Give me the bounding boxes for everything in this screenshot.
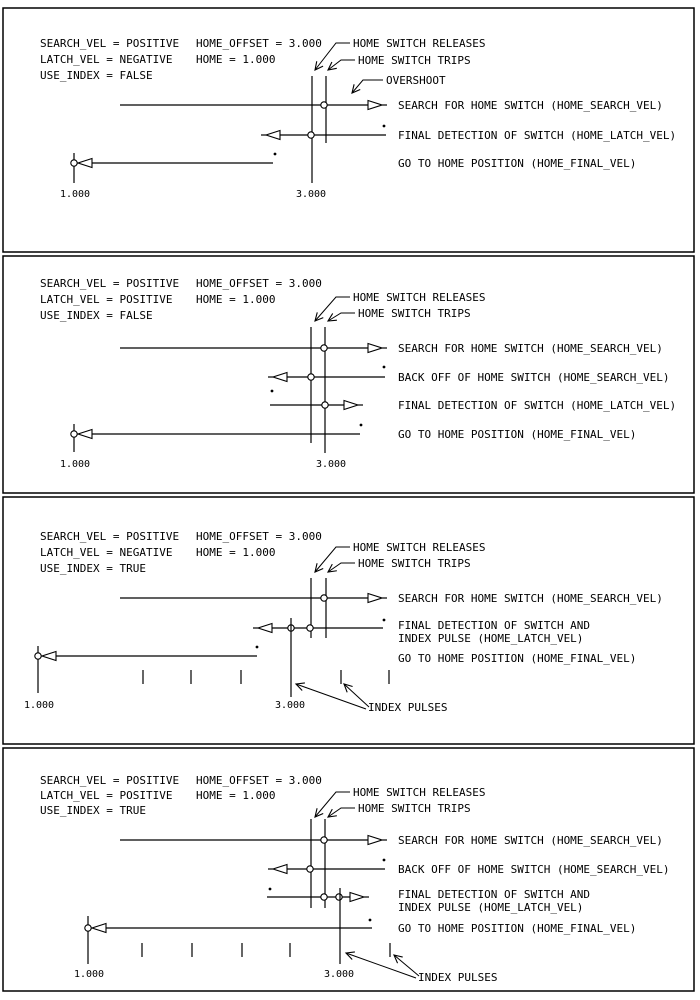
latch-arrow xyxy=(344,401,358,410)
search-arrow xyxy=(368,101,382,110)
final-arrow xyxy=(42,652,56,661)
callout-releases-label: HOME SWITCH RELEASES xyxy=(353,786,486,799)
search-arrow xyxy=(368,594,382,603)
param-home-offset: HOME_OFFSET = 3.000 xyxy=(196,530,322,543)
param-latch-vel: LATCH_VEL = POSITIVE xyxy=(40,293,173,306)
leader-releases xyxy=(315,547,350,572)
index-pulses-label: INDEX PULSES xyxy=(418,971,498,984)
param-latch-vel: LATCH_VEL = POSITIVE xyxy=(40,789,173,802)
motion-start-dot xyxy=(256,646,259,649)
home-pos-label: 1.000 xyxy=(23,700,55,711)
step-label: FINAL DETECTION OF SWITCH (HOME_LATCH_VEL) xyxy=(398,399,677,412)
motion-start-dot xyxy=(383,619,386,622)
param-home-offset: HOME_OFFSET = 3.000 xyxy=(196,774,322,787)
home-pos-label: 1.000 xyxy=(59,459,91,470)
leader-releases xyxy=(315,297,350,321)
panel-3 xyxy=(3,497,694,744)
param-use-index: USE_INDEX = FALSE xyxy=(40,309,153,322)
step-label: INDEX PULSE (HOME_LATCH_VEL) xyxy=(398,632,584,645)
latch-arrow xyxy=(266,131,280,140)
motion-start-dot xyxy=(383,859,386,862)
home-pos-label: 1.000 xyxy=(73,969,105,980)
home-position-circle xyxy=(71,431,77,437)
leader-trips xyxy=(328,60,355,70)
index-event-circle xyxy=(336,894,342,900)
leader-trips xyxy=(328,808,355,817)
final-arrow xyxy=(78,159,92,168)
step-label: SEARCH FOR HOME SWITCH (HOME_SEARCH_VEL) xyxy=(398,592,663,605)
param-latch-vel: LATCH_VEL = NEGATIVE xyxy=(40,53,173,66)
callout-releases-label: HOME SWITCH RELEASES xyxy=(353,291,486,304)
motion-start-dot xyxy=(383,125,386,128)
index-pulses-arrow xyxy=(344,684,369,707)
switch-event-circle xyxy=(307,625,313,631)
home-position-circle xyxy=(35,653,41,659)
param-search-vel: SEARCH_VEL = POSITIVE xyxy=(40,37,180,50)
motion-start-dot xyxy=(271,390,274,393)
step-label: INDEX PULSE (HOME_LATCH_VEL) xyxy=(398,901,584,914)
offset-pos-label: 3.000 xyxy=(323,969,355,980)
leader-trips xyxy=(328,563,355,572)
param-use-index: USE_INDEX = TRUE xyxy=(40,562,146,575)
home-position-circle xyxy=(71,160,77,166)
panel-2 xyxy=(3,256,694,493)
param-home: HOME = 1.000 xyxy=(196,546,276,559)
switch-event-circle xyxy=(321,894,327,900)
param-home: HOME = 1.000 xyxy=(196,789,276,802)
step-label: BACK OFF OF HOME SWITCH (HOME_SEARCH_VEL) xyxy=(398,371,670,384)
callout-trips-label: HOME SWITCH TRIPS xyxy=(358,54,471,67)
panel-4 xyxy=(3,748,694,991)
final-arrow xyxy=(92,924,106,933)
step-label: GO TO HOME POSITION (HOME_FINAL_VEL) xyxy=(398,157,637,170)
index-pulses-label: INDEX PULSES xyxy=(368,701,448,714)
step-label: SEARCH FOR HOME SWITCH (HOME_SEARCH_VEL) xyxy=(398,342,663,355)
switch-event-circle xyxy=(321,837,327,843)
search-arrow xyxy=(368,344,382,353)
param-search-vel: SEARCH_VEL = POSITIVE xyxy=(40,530,180,543)
param-home: HOME = 1.000 xyxy=(196,53,276,66)
leader-overshoot xyxy=(352,80,383,93)
switch-event-circle xyxy=(307,866,313,872)
search-arrow xyxy=(368,836,382,845)
switch-event-circle xyxy=(321,102,327,108)
callout-trips-label: HOME SWITCH TRIPS xyxy=(358,557,471,570)
switch-event-circle xyxy=(321,595,327,601)
callout-releases-label: HOME SWITCH RELEASES xyxy=(353,37,486,50)
switch-event-circle xyxy=(321,345,327,351)
step-label: GO TO HOME POSITION (HOME_FINAL_VEL) xyxy=(398,428,637,441)
param-use-index: USE_INDEX = FALSE xyxy=(40,69,153,82)
param-home-offset: HOME_OFFSET = 3.000 xyxy=(196,37,322,50)
motion-start-dot xyxy=(269,888,272,891)
index-pulses-arrow xyxy=(346,953,416,978)
param-search-vel: SEARCH_VEL = POSITIVE xyxy=(40,774,180,787)
offset-pos-label: 3.000 xyxy=(274,700,306,711)
param-home-offset: HOME_OFFSET = 3.000 xyxy=(196,277,322,290)
callout-trips-label: HOME SWITCH TRIPS xyxy=(358,802,471,815)
step-label: FINAL DETECTION OF SWITCH (HOME_LATCH_VEL) xyxy=(398,129,677,142)
param-home: HOME = 1.000 xyxy=(196,293,276,306)
offset-pos-label: 3.000 xyxy=(315,459,347,470)
leader-trips xyxy=(328,313,355,321)
callout-trips-label: HOME SWITCH TRIPS xyxy=(358,307,471,320)
step-label: SEARCH FOR HOME SWITCH (HOME_SEARCH_VEL) xyxy=(398,99,663,112)
motion-start-dot xyxy=(369,919,372,922)
param-latch-vel: LATCH_VEL = NEGATIVE xyxy=(40,546,173,559)
index-pulses-arrow xyxy=(296,684,366,709)
param-use-index: USE_INDEX = TRUE xyxy=(40,804,146,817)
param-search-vel: SEARCH_VEL = POSITIVE xyxy=(40,277,180,290)
latch-arrow xyxy=(350,893,364,902)
backoff-arrow xyxy=(273,373,287,382)
leader-releases xyxy=(315,792,350,817)
motion-start-dot xyxy=(383,366,386,369)
backoff-arrow xyxy=(273,865,287,874)
step-label: SEARCH FOR HOME SWITCH (HOME_SEARCH_VEL) xyxy=(398,834,663,847)
switch-event-circle xyxy=(308,374,314,380)
switch-event-circle xyxy=(308,132,314,138)
step-label: GO TO HOME POSITION (HOME_FINAL_VEL) xyxy=(398,652,637,665)
index-pulses-arrow xyxy=(394,955,419,976)
callout-overshoot-label: OVERSHOOT xyxy=(386,74,446,87)
step-label: GO TO HOME POSITION (HOME_FINAL_VEL) xyxy=(398,922,637,935)
home-position-circle xyxy=(85,925,91,931)
step-label: FINAL DETECTION OF SWITCH AND xyxy=(398,619,591,632)
panel-1 xyxy=(3,8,694,252)
callout-releases-label: HOME SWITCH RELEASES xyxy=(353,541,486,554)
home-pos-label: 1.000 xyxy=(59,189,91,200)
latch-arrow xyxy=(258,624,272,633)
step-label: BACK OFF OF HOME SWITCH (HOME_SEARCH_VEL) xyxy=(398,863,670,876)
switch-event-circle xyxy=(322,402,328,408)
final-arrow xyxy=(78,430,92,439)
motion-start-dot xyxy=(274,153,277,156)
step-label: FINAL DETECTION OF SWITCH AND xyxy=(398,888,591,901)
offset-pos-label: 3.000 xyxy=(295,189,327,200)
motion-start-dot xyxy=(360,424,363,427)
